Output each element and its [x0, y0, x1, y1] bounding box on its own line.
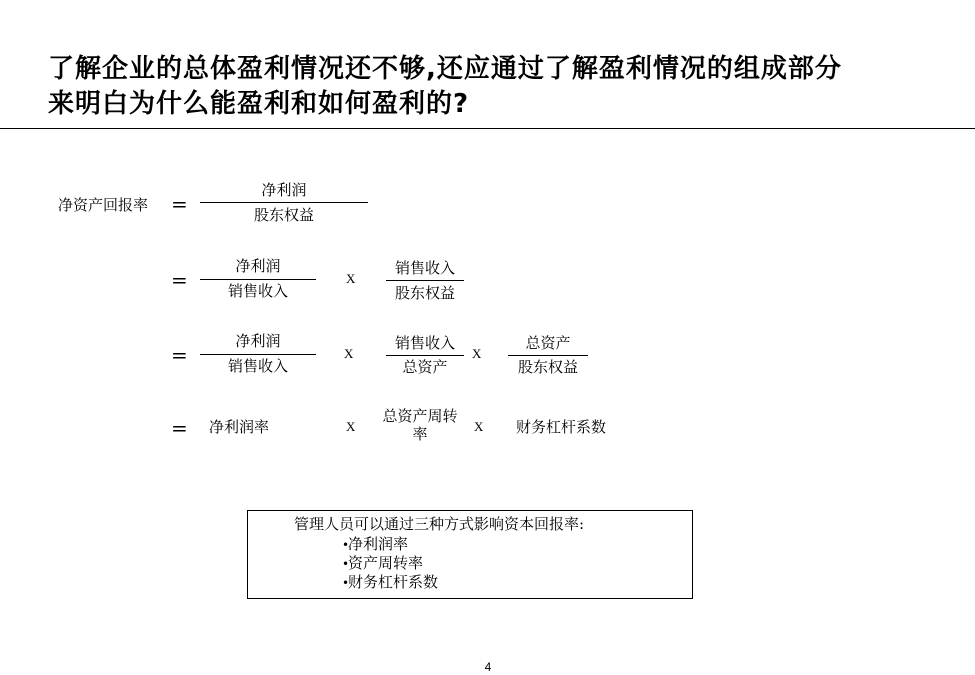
row3-f1-denominator: 销售收入	[227, 357, 288, 375]
equals-sign-row2: =	[171, 268, 188, 292]
row3-f3-fraction-line	[508, 355, 588, 356]
equals-sign-row3: =	[171, 343, 188, 367]
note-list-item: •财务杠杆系数	[342, 573, 439, 591]
slide-title	[48, 52, 958, 122]
bullet-icon: •	[342, 576, 350, 590]
bullet-icon: •	[342, 538, 350, 552]
equals-sign-row4: =	[171, 416, 188, 440]
row1-fraction-line	[200, 202, 368, 203]
row3-f1-numerator: 净利润	[235, 332, 281, 350]
roe-label: 净资产回报率	[58, 196, 149, 214]
note-box	[247, 510, 693, 599]
row2-f1-denominator: 销售收入	[227, 282, 288, 300]
note-list-item: •净利润率	[342, 535, 409, 553]
note-heading: 管理人员可以通过三种方式影响资本回报率:	[294, 515, 585, 533]
row3-f2-fraction-line	[386, 355, 464, 356]
row2-f1-numerator: 净利润	[235, 257, 281, 275]
row4-asset-turnover-line2: 率	[412, 425, 428, 443]
equals-sign-row1: =	[171, 192, 188, 216]
row2-f1-fraction-line	[200, 279, 316, 280]
multiply-sign-row3-a: X	[344, 346, 354, 361]
title-divider	[0, 128, 975, 129]
row1-numerator: 净利润	[261, 181, 307, 199]
row3-f2-denominator: 总资产	[402, 358, 448, 376]
multiply-sign-row3-b: X	[472, 346, 482, 361]
bullet-icon: •	[342, 557, 350, 571]
row3-f3-denominator: 股东权益	[517, 358, 578, 376]
multiply-sign-row4-a: X	[346, 419, 356, 434]
note-list-item: •资产周转率	[342, 554, 424, 572]
row3-f3-numerator: 总资产	[525, 334, 571, 352]
row2-f2-denominator: 股东权益	[394, 284, 455, 302]
row2-f2-numerator: 销售收入	[394, 259, 455, 277]
row1-denominator: 股东权益	[253, 206, 314, 224]
row4-financial-leverage: 财务杠杆系数	[516, 418, 607, 436]
note-list	[342, 535, 438, 592]
row2-f2-fraction-line	[386, 280, 464, 281]
row3-f1-fraction-line	[200, 354, 316, 355]
page-number: 4	[484, 660, 492, 674]
multiply-sign-row4-b: X	[474, 419, 484, 434]
row4-asset-turnover-line1: 总资产周转	[382, 407, 458, 425]
slide-title-line-1: 了解企业的总体盈利情况还不够,还应通过了解盈利情况的组成部分	[48, 54, 842, 84]
slide-title-line-2: 来明白为什么能盈利和如何盈利的?	[48, 89, 470, 119]
row4-net-margin: 净利润率	[209, 418, 270, 436]
multiply-sign-row2: X	[346, 271, 356, 286]
row3-f2-numerator: 销售收入	[394, 334, 455, 352]
